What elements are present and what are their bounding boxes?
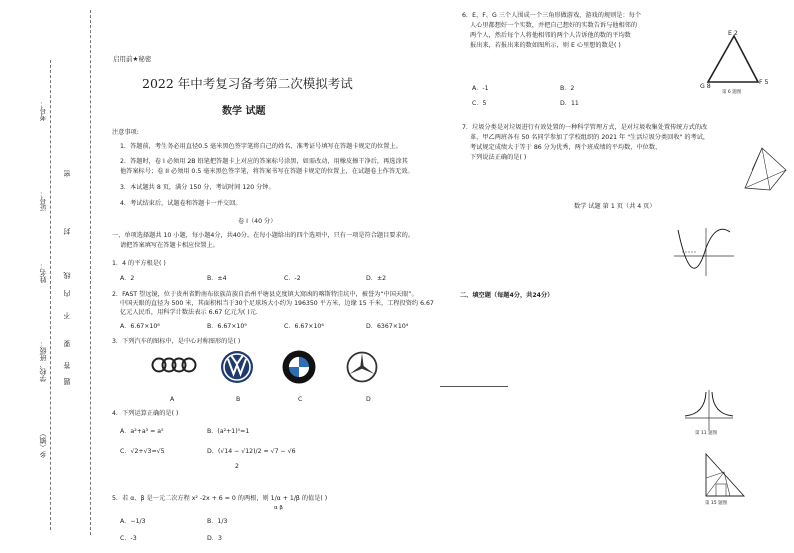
audi-logo-icon <box>150 356 200 374</box>
notice-item-3: 3．本试题共 8 页，满分 150 分，考试时间 120 分钟。 <box>120 184 275 191</box>
section1-title: 卷 I（40 分） <box>238 218 277 225</box>
seal-mark: 密 <box>63 170 71 177</box>
hyperbola-figure <box>683 388 735 432</box>
q7-line-4: 下列说法正确的是( ) <box>470 154 527 161</box>
q4-option-d: D．(√14 − √12)/2 = √7 − √6 <box>207 448 296 455</box>
exam-title: 2022 年中考复习备考第二次模拟考试 <box>142 76 353 91</box>
q7-line-2: 革，甲乙两班各有 50 名同学参加了学校组织的 2021 年 "生活垃圾分类回收" 的考试， <box>470 134 710 141</box>
notice-item-1: 1．答题前，考生务必用直径0.5 毫米黑色签字笔将自己的姓名、准考证号填写在答题卡规定的位置上。 <box>120 143 402 150</box>
notice-item-4: 4．考试结束后，试题卷和答题卡一并交回。 <box>120 200 242 207</box>
q5-option-b: B．1/3 <box>207 518 228 525</box>
q1-option-c: C．-2 <box>284 275 301 282</box>
seal-mark: 题 <box>63 378 71 385</box>
binding-label-town: 乡（镇） <box>39 430 47 458</box>
q7-line-3: 考试规定成绩大于等于 86 分为优秀，两个班成绩的平均数、中位数、 <box>470 144 662 151</box>
parabola-figure <box>672 226 736 278</box>
q7-line-1: 7．垃圾分类是对垃圾进行有效处置的一种科学管理方式，是对垃圾收集处置传统方式的改 <box>462 124 708 131</box>
section1-intro-1: 一、单项选择题共 10 小题，每小题4分，共40分。在每小题给出的四个选项中，只有一项是符合题目要求的。 <box>112 232 415 239</box>
mercedes-logo-icon <box>345 350 379 384</box>
q2-line-2: 中国天眼的直径为 500 米，其面积相当于30个足球场大小约为 196350 平方米，边缘 15 千米，工程投资约 6.67 <box>120 300 434 307</box>
notice-item-2: 2．答题时，卷 I 必须用 2B 铅笔把答题卡上对应的答案标号涂黑，如需改动，用橡皮擦干净后，再选涂其 <box>120 158 408 165</box>
q4-option-b: B．(a²+1)⁰=1 <box>207 428 250 435</box>
section2-title: 二、填空题（每题4分，共24分） <box>460 292 554 299</box>
seal-mark: 不 <box>63 312 71 319</box>
q6-label-f: F 5 <box>759 79 769 86</box>
q6-option-c: C．5 <box>472 100 487 107</box>
q2-option-d: D．6367×10⁴ <box>366 323 409 330</box>
q6-option-d: D．11 <box>560 100 579 107</box>
q6-figure-caption: 第 6 题图 <box>722 90 742 95</box>
q2-line-3: 亿元人民币，用科学计数法表示 6.67 亿元为( )元． <box>120 309 263 316</box>
q5-option-d: D．3 <box>207 535 222 542</box>
q5-subscripts: α β <box>274 505 283 511</box>
q4-option-c: C．√2+√3=√5 <box>120 448 165 455</box>
binding-label-exam-number: 考号： <box>39 100 47 121</box>
q1-option-b: B．±4 <box>207 275 227 282</box>
q6-line-3: 两个人，然后每个人将他相邻的两个人告诉他的数的平均数 <box>470 32 631 39</box>
q2-line-1: 2．FAST 望远镜，位于贵州省黔南布依族苗族自治州平塘县克度镇大窝凼的喀斯特洼坑中，被誉为“中国天眼”。 <box>112 291 418 298</box>
page-footer: 数学 试题 第 1 页（共 4 页） <box>574 203 656 210</box>
q3-label-b: B <box>236 396 241 403</box>
q6-option-a: A．-1 <box>472 85 489 92</box>
q5-option-c: C．-3 <box>120 535 137 542</box>
triangle-figure-15 <box>700 448 750 500</box>
secret-label: 启用前★秘密 <box>113 55 152 63</box>
q2-option-b: B．6.67×10⁹ <box>207 323 247 330</box>
seal-mark: 答 <box>63 362 71 369</box>
section1-intro-2: 请把答案填写在答题卡相应位置上。 <box>120 242 219 249</box>
answer-blank <box>440 386 508 387</box>
binding-dashed-line-inner <box>90 10 91 535</box>
q3-label-a: A <box>170 396 175 403</box>
seal-mark: 内 <box>63 290 71 297</box>
seal-mark: 线 <box>63 272 71 279</box>
q5-option-a: A．−1/3 <box>120 518 146 525</box>
q6-line-1: 6．E、F、G 三个人围成一个三角形做游戏，游戏的规则是：每个 <box>462 12 642 19</box>
q4-option-a: A．a²+a³ = a⁵ <box>120 428 164 435</box>
fig11-caption: 第 11 题图 <box>695 431 718 436</box>
q6-option-b: B．2 <box>560 85 575 92</box>
seal-mark: 要 <box>63 340 71 347</box>
q6-label-e: E 2 <box>728 30 738 37</box>
q3-stem: 3．下列汽车的图标中，是中心对称图形的是( ) <box>112 338 241 345</box>
q4-denominator: 2 <box>235 463 239 470</box>
binding-dashed-line <box>50 60 51 530</box>
binding-label-name: 姓名： <box>39 262 47 283</box>
notice-heading: 注意事项: <box>112 129 139 136</box>
q2-option-c: C．6.67×10⁶ <box>284 323 324 330</box>
geometry-figure-1 <box>740 140 792 195</box>
notice-item-2-cont: 他答案标号；卷 II 必须用 0.5 毫米黑色签字笔，将答案书写在答题卡规定的位置上，在试题卷上作答无效。 <box>120 168 414 175</box>
fig15-caption: 第 15 题图 <box>705 501 728 506</box>
q3-label-d: D <box>366 396 371 403</box>
binding-label-school: 学校、班级： <box>39 340 47 382</box>
seal-mark: 封 <box>63 228 71 235</box>
q3-label-c: C <box>298 396 303 403</box>
subject-title: 数学 试题 <box>222 106 266 117</box>
q6-line-4: 报出来，若报出来的数如图所示，则 E 心里想的数是( ) <box>470 42 621 49</box>
q6-label-g: G 8 <box>700 83 711 90</box>
q1-option-d: D．±2 <box>366 275 387 282</box>
q6-line-2: 人心里都想好一个实数，并把自己想好的实数告诉与他相邻的 <box>470 22 638 29</box>
q4-stem: 4．下列运算正确的是( ) <box>112 410 179 417</box>
q5-stem: 5．若 α、β 是一元二次方程 x² -2x + 6 = 0 的两根，则 1/α + 1/β 的值是( ) <box>112 495 328 502</box>
q2-option-a: A．6.67×10⁸ <box>120 323 160 330</box>
q1-option-a: A．2 <box>120 275 135 282</box>
binding-label-id: 证号： <box>39 190 47 211</box>
bmw-logo-icon <box>282 350 316 384</box>
q1-stem: 1．4 的平方根是( ) <box>112 260 166 267</box>
volkswagen-logo-icon <box>220 350 254 384</box>
